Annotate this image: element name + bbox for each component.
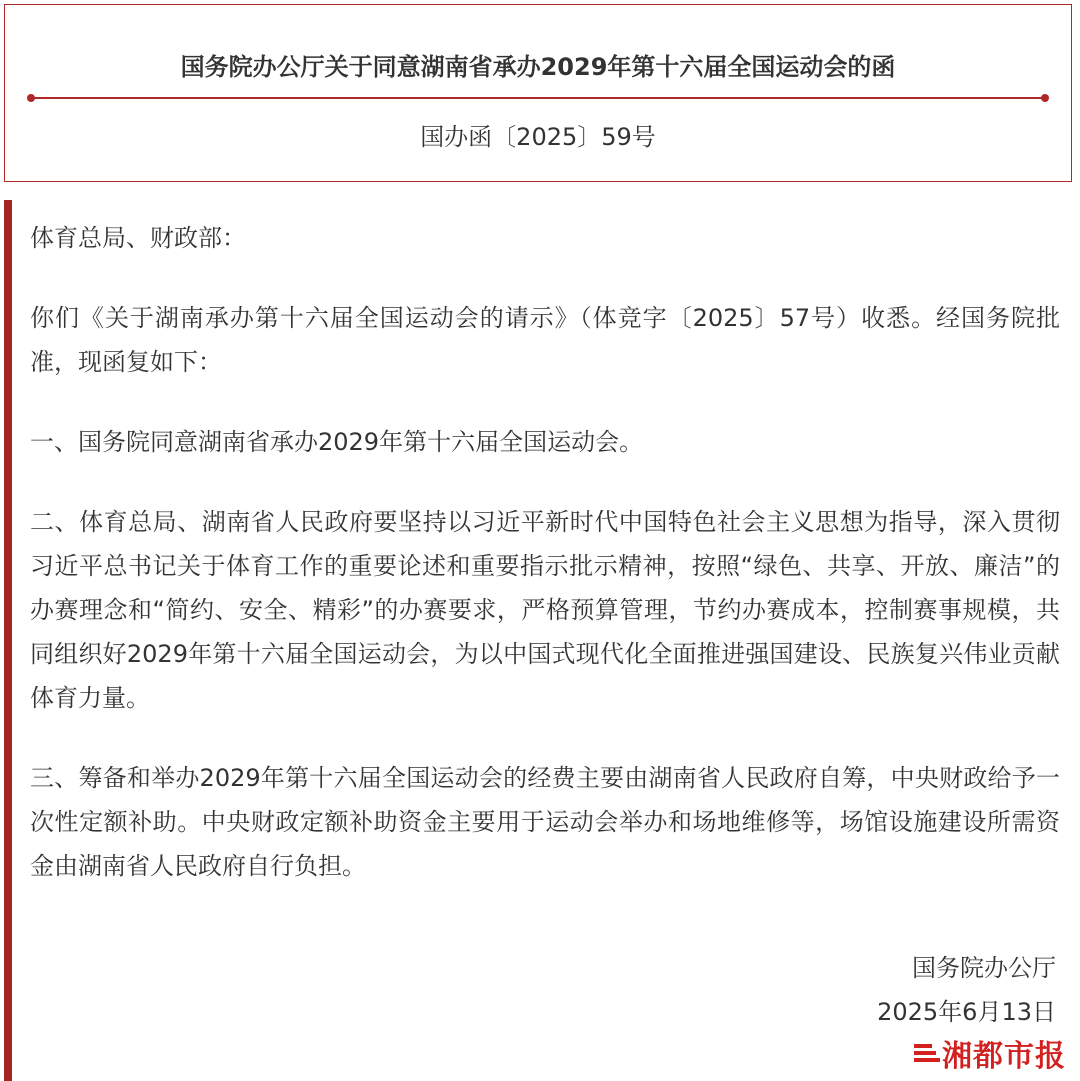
accent-side-bar bbox=[4, 200, 12, 1081]
paragraph-gap bbox=[30, 720, 1060, 756]
document-title: 国务院办公厅关于同意湖南省承办2029年第十六届全国运动会的函 bbox=[180, 53, 896, 81]
paragraph-item-1: 一、国务院同意湖南省承办2029年第十六届全国运动会。 bbox=[30, 428, 644, 456]
paragraph-item-3: 三、筹备和举办2029年第十六届全国运动会的经费主要由湖南省人民政府自筹，中央财政给予一次性定额补助。中央财政定额补助资金主要用于运动会举办和场地维修等，场馆设施建设所需资金由湖南省人民政府自行负担。 bbox=[30, 764, 1060, 880]
paragraph-gap bbox=[30, 260, 1060, 296]
divider-dot-left bbox=[27, 94, 35, 102]
paragraph-gap bbox=[30, 384, 1060, 420]
document-number: 国办函〔2025〕59号 bbox=[420, 123, 656, 151]
paragraph-intro: 你们《关于湖南承办第十六届全国运动会的请示》（体竞字〔2025〕57号）收悉。经国务院批准，现函复如下： bbox=[30, 304, 1060, 376]
issue-date: 2025年6月13日 bbox=[877, 998, 1056, 1026]
divider-dot-right bbox=[1041, 94, 1049, 102]
paragraph-item-2: 二、体育总局、湖南省人民政府要坚持以习近平新时代中国特色社会主义思想为指导，深入贯彻习近平总书记关于体育工作的重要论述和重要指示批示精神，按照“绿色、共享、开放、廉洁”的办赛理念和“简约、安全、精彩”的办赛要求，严格预算管理，节约办赛成本，控制赛事规模，共同组织好2029年第十六届全国运动会，为以中国式现代化全面推进强国建设、民族复兴伟业贡献体育力量。 bbox=[30, 508, 1060, 712]
newspaper-logo bbox=[914, 1031, 1066, 1075]
paragraph-gap bbox=[30, 464, 1060, 500]
title-divider bbox=[29, 97, 1047, 99]
signature-block bbox=[877, 946, 1056, 1034]
logo-mark-icon bbox=[914, 1042, 940, 1064]
header-box bbox=[4, 4, 1072, 182]
issuer-name: 国务院办公厅 bbox=[912, 954, 1056, 982]
logo-text: 湘都市报 bbox=[942, 1039, 1066, 1074]
salutation: 体育总局、财政部： bbox=[30, 224, 246, 252]
document-body bbox=[30, 216, 1060, 888]
